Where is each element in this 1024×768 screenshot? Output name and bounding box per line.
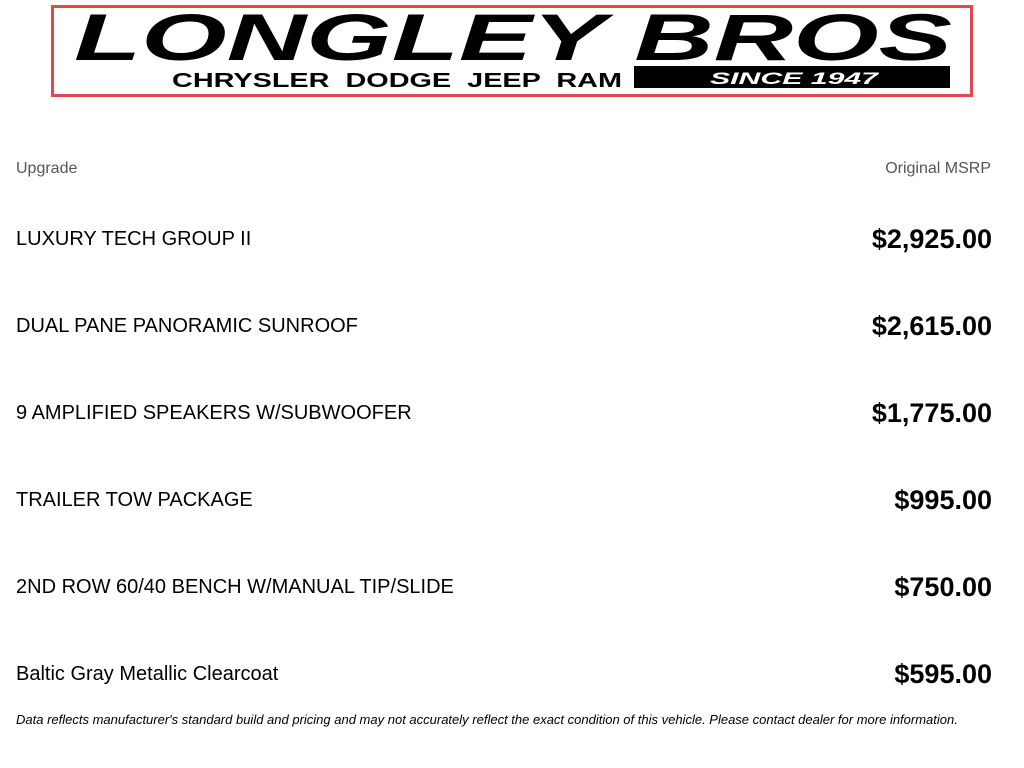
upgrade-price: $595.00 <box>894 659 992 689</box>
upgrade-column-header: Upgrade <box>16 160 78 177</box>
upgrade-price: $995.00 <box>894 485 992 515</box>
logo-brands-text: CHRYSLER DODGE JEEP RAM <box>172 70 622 92</box>
upgrade-name: 2ND ROW 60/40 BENCH W/MANUAL TIP/SLIDE <box>16 576 454 598</box>
upgrade-name: TRAILER TOW PACKAGE <box>16 489 253 511</box>
upgrade-price: $2,615.00 <box>871 311 992 341</box>
list-item <box>16 544 992 631</box>
logo-main-text: LONGLEY BROS <box>74 8 952 74</box>
list-item <box>16 370 992 457</box>
upgrade-price: $2,925.00 <box>871 224 992 254</box>
list-item <box>16 196 992 283</box>
msrp-column-header: Original MSRP <box>885 160 991 177</box>
list-item <box>16 457 992 544</box>
disclaimer-text: Data reflects manufacturer's standard build and pricing and may not accurately reflect the exact condition of this vehicle. Please contact dealer for more information. <box>16 712 958 727</box>
dealer-logo <box>51 5 973 97</box>
upgrade-name: 9 AMPLIFIED SPEAKERS W/SUBWOOFER <box>16 402 412 424</box>
logo-since-text: SINCE 1947 <box>710 69 881 88</box>
dealer-logo-graphic <box>54 8 970 94</box>
upgrade-name: LUXURY TECH GROUP II <box>16 228 252 250</box>
column-headers <box>16 160 991 178</box>
upgrade-name: DUAL PANE PANORAMIC SUNROOF <box>16 315 358 337</box>
upgrade-price: $750.00 <box>894 572 992 602</box>
upgrade-name: Baltic Gray Metallic Clearcoat <box>16 663 279 685</box>
list-item <box>16 631 992 718</box>
upgrades-list <box>16 196 992 718</box>
list-item <box>16 283 992 370</box>
upgrade-price: $1,775.00 <box>871 398 992 428</box>
